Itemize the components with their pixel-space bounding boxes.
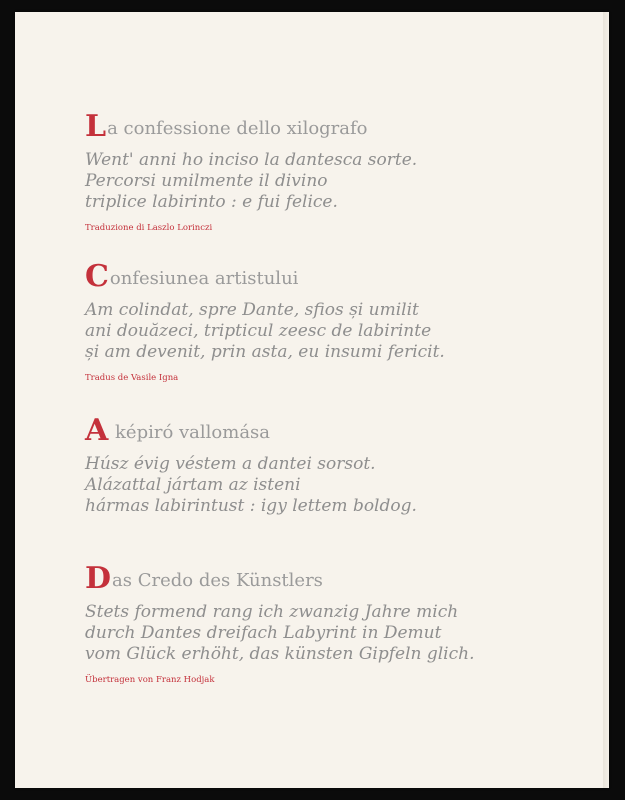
section-heading	[85, 109, 585, 144]
section-heading	[85, 259, 585, 294]
poem-section-hungarian	[85, 413, 585, 517]
verse	[85, 300, 585, 363]
verse-line: Am colindat, spre Dante, sfios și umilit	[85, 300, 419, 320]
poem-section-romanian	[85, 259, 585, 384]
verse-line: și am devenit, prin asta, eu insumi fericit.	[85, 342, 445, 362]
heading-text: as Credo des Künstlers	[112, 570, 323, 591]
drop-initial: L	[85, 109, 107, 144]
verse-line: ani douăzeci, tripticul zeesc de labirinte	[85, 321, 432, 341]
verse-line: Went' anni ho inciso la dantesca sorte.	[85, 150, 418, 170]
heading-text: a confessione dello xilografo	[107, 118, 368, 139]
page-edge	[603, 12, 609, 788]
verse-line: triplice labirinto : e fui felice.	[85, 192, 338, 212]
verse	[85, 602, 585, 665]
verse-line: durch Dantes dreifach Labyrint in Demut	[85, 623, 442, 643]
section-heading	[85, 561, 585, 596]
drop-initial: D	[85, 561, 112, 596]
book-page	[15, 12, 609, 788]
drop-initial: C	[85, 259, 109, 294]
verse-line: Stets formend rang ich zwanzig Jahre mich	[85, 602, 459, 622]
poem-section-german	[85, 561, 585, 686]
poem-section-italian	[85, 109, 585, 234]
translator-credit: Traduzione di Laszlo Lorinczi	[85, 223, 213, 233]
verse-line: Percorsi umilmente il divino	[85, 171, 328, 191]
translator-credit: Übertragen von Franz Hodjak	[85, 675, 215, 685]
translator-credit: Tradus de Vasile Igna	[85, 373, 179, 383]
verse-line: vom Glück erhöht, das künsten Gipfeln glich.	[85, 644, 475, 664]
heading-text: képiró vallomása	[109, 422, 271, 443]
verse	[85, 454, 585, 517]
drop-initial: A	[85, 413, 109, 448]
verse-line: Húsz évig véstem a dantei sorsot.	[85, 454, 376, 474]
verse-line: hármas labirintust : igy lettem boldog.	[85, 496, 417, 516]
section-heading	[85, 413, 585, 448]
verse-line: Alázattal jártam az isteni	[85, 475, 301, 495]
verse	[85, 150, 585, 213]
heading-text: onfesiunea artistului	[109, 268, 299, 289]
